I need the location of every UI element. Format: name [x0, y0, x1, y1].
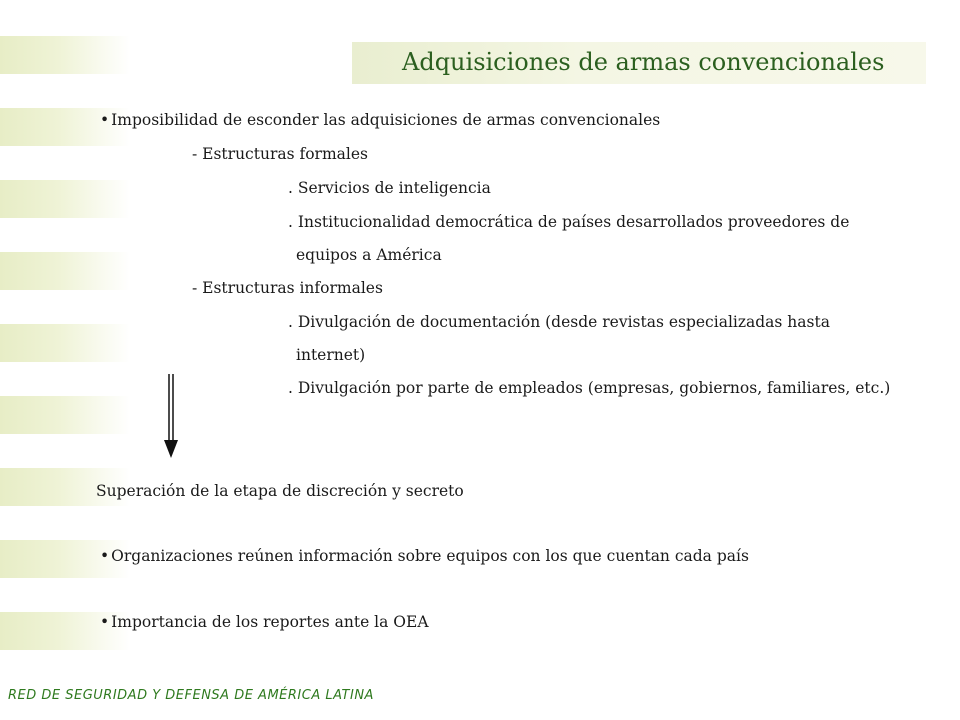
decorative-stripe: [0, 252, 130, 290]
sub-sub-item: . Servicios de inteligencia: [288, 179, 491, 197]
bullet-item: [100, 612, 429, 632]
decorative-stripe: [0, 324, 130, 362]
slide-title: Adquisiciones de armas convencionales: [402, 48, 885, 76]
sub-item: - Estructuras informales: [192, 279, 383, 297]
bullet-text: Imposibilidad de esconder las adquisiciones de armas convencionales: [111, 111, 661, 129]
bullet-text: Importancia de los reportes ante la OEA: [111, 613, 429, 631]
sub-sub-item: . Divulgación por parte de empleados (empresas, gobiernos, familiares, etc.): [288, 379, 891, 397]
bullet-item: [100, 546, 749, 566]
sub-sub-item-continuation: internet): [296, 346, 366, 364]
title-banner: [352, 42, 926, 84]
sub-item: - Estructuras formales: [192, 145, 368, 163]
sub-sub-item-continuation: equipos a América: [296, 246, 442, 264]
bullet-item: [100, 110, 660, 130]
decorative-stripe: [0, 36, 130, 74]
decorative-stripe: [0, 180, 130, 218]
conclusion-text: Superación de la etapa de discreción y secreto: [96, 482, 464, 500]
decorative-stripe: [0, 396, 130, 434]
sub-sub-item: . Institucionalidad democrática de países desarrollados proveedores de: [288, 213, 850, 231]
sub-sub-item: . Divulgación de documentación (desde revistas especializadas hasta: [288, 313, 830, 331]
down-arrow-icon: [164, 374, 178, 458]
footer-brand: RED DE SEGURIDAD Y DEFENSA DE AMÉRICA LATINA: [8, 688, 374, 703]
bullet-text: Organizaciones reúnen información sobre equipos con los que cuentan cada país: [111, 547, 749, 565]
